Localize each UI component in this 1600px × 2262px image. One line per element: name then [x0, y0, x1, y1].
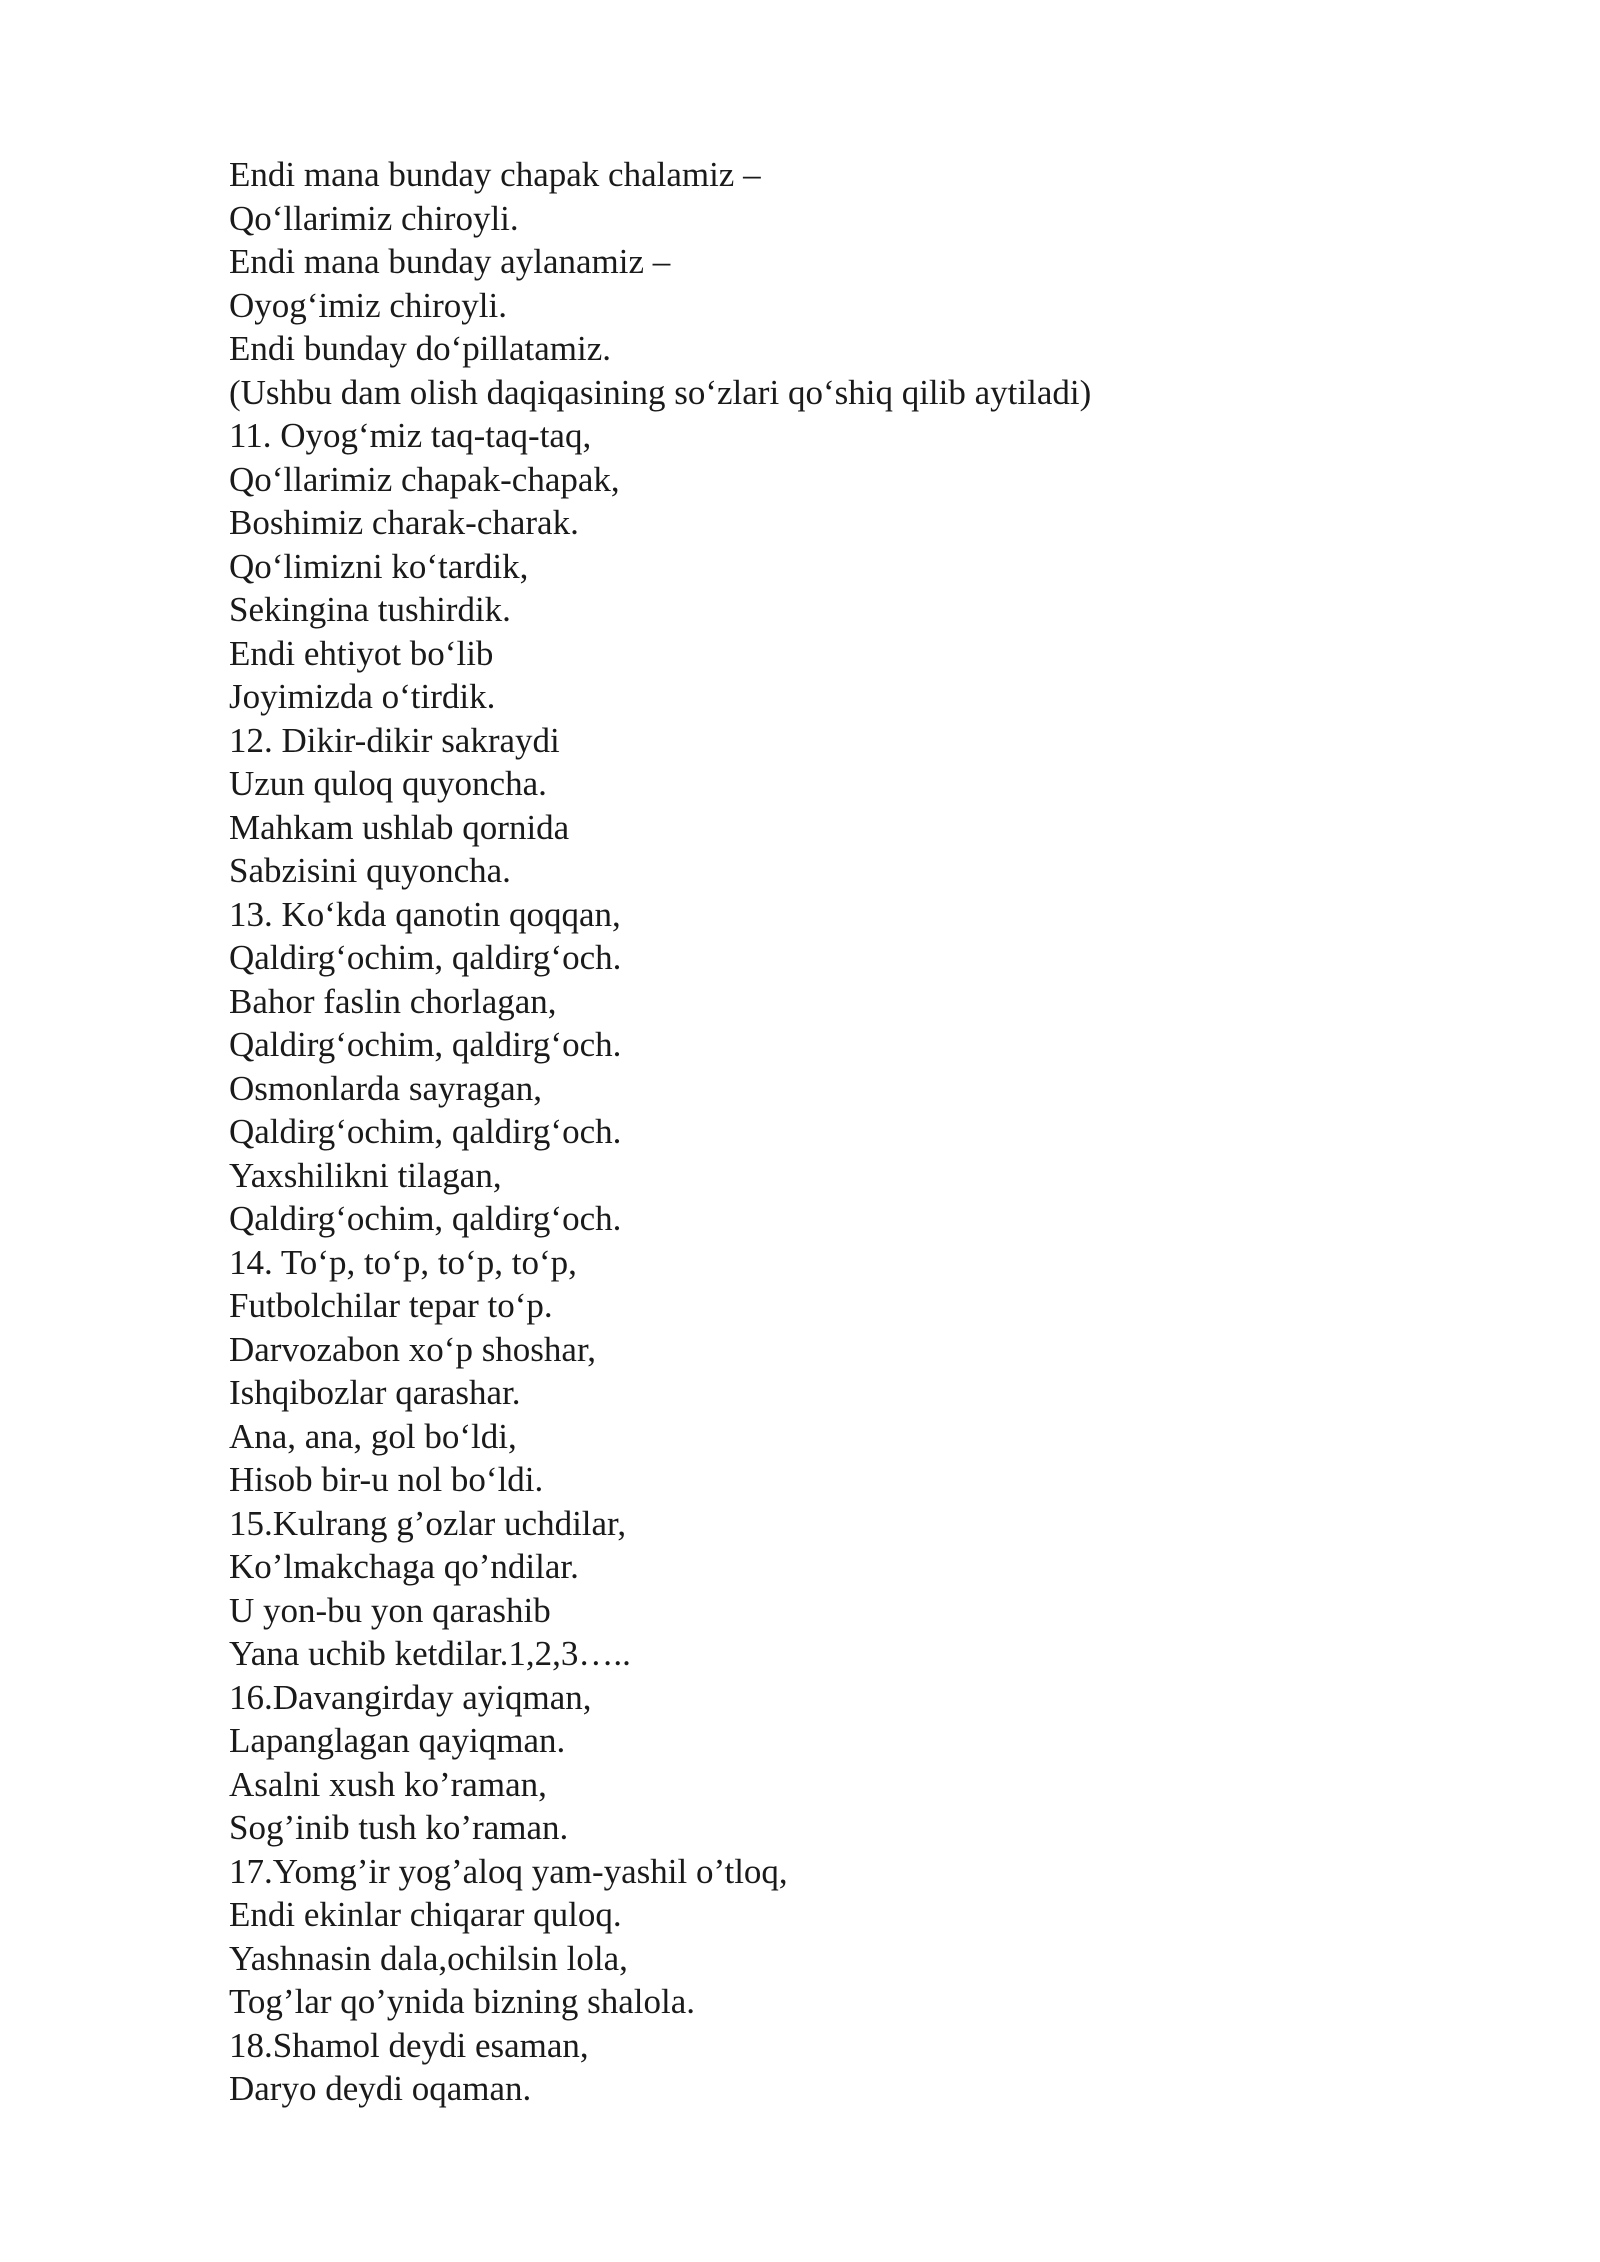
text-line: Asalni xush ko’raman,	[229, 1764, 547, 1804]
text-line: Uzun quloq quyoncha.	[229, 764, 547, 803]
text-line: Qaldirg‘ochim, qaldirg‘och.	[229, 938, 622, 977]
text-line: Bahor faslin chorlagan,	[229, 981, 557, 1021]
text-line: Yaxshilikni tilagan,	[229, 1155, 502, 1195]
text-line: Endi ehtiyot bo‘lib	[229, 633, 494, 673]
text-line: Ishqibozlar qarashar.	[229, 1373, 521, 1412]
text-line: Oyog‘imiz chiroyli.	[229, 285, 508, 325]
text-line: Sekingina tushirdik.	[229, 590, 511, 629]
text-line: Endi bunday do‘pillatamiz.	[229, 329, 611, 368]
text-line: Endi ekinlar chiqarar quloq.	[229, 1895, 622, 1934]
text-line: 14. To‘p, to‘p, to‘p, to‘p,	[229, 1242, 577, 1282]
text-line: Daryo deydi oqaman.	[229, 2069, 532, 2108]
text-line: Endi mana bunday aylanamiz –	[229, 242, 671, 281]
text-line: Qo‘llarimiz chapak-chapak,	[229, 459, 620, 499]
text-line: Ana, ana, gol bo‘ldi,	[229, 1416, 517, 1456]
text-line: 12. Dikir-dikir sakraydi	[229, 720, 560, 760]
text-line: Qaldirg‘ochim, qaldirg‘och.	[229, 1025, 622, 1064]
text-line: (Ushbu dam olish daqiqasining so‘zlari qo‘shiq qilib aytiladi)	[229, 372, 1092, 412]
text-line: Tog’lar qo’ynida bizning shalola.	[229, 1982, 696, 2021]
text-line: 13. Ko‘kda qanotin qoqqan,	[229, 894, 621, 934]
text-line: Qaldirg‘ochim, qaldirg‘och.	[229, 1199, 622, 1238]
text-line: Sabzisini quyoncha.	[229, 851, 511, 890]
text-line: Hisob bir-u nol bo‘ldi.	[229, 1460, 544, 1499]
text-line: Lapanglagan qayiqman.	[229, 1721, 566, 1760]
text-line: 16.Davangirday ayiqman,	[229, 1677, 592, 1717]
text-line: Ko’lmakchaga qo’ndilar.	[229, 1547, 579, 1586]
text-line: Darvozabon xo‘p shoshar,	[229, 1329, 596, 1369]
text-line: Yashnasin dala,ochilsin lola,	[229, 1938, 628, 1978]
text-line: Osmonlarda sayragan,	[229, 1068, 542, 1108]
poem-text-block	[229, 153, 1429, 2111]
text-line: Mahkam ushlab qornida	[229, 807, 570, 847]
text-line: Joyimizda o‘tirdik.	[229, 677, 496, 716]
text-line: 18.Shamol deydi esaman,	[229, 2025, 589, 2065]
text-line: Boshimiz charak-charak.	[229, 503, 579, 542]
text-line: 17.Yomg’ir yog’aloq yam-yashil o’tloq,	[229, 1851, 788, 1891]
text-line: Yana uchib ketdilar.1,2,3…..	[229, 1634, 631, 1673]
text-line: 11. Oyog‘miz taq-taq-taq,	[229, 416, 592, 455]
text-line: Futbolchilar tepar to‘p.	[229, 1286, 553, 1325]
text-line: 15.Kulrang g’ozlar uchdilar,	[229, 1503, 627, 1543]
text-line: U yon-bu yon qarashib	[229, 1590, 551, 1630]
text-line: Sog’inib tush ko’raman.	[229, 1808, 569, 1847]
text-line: Qo‘limizni ko‘tardik,	[229, 546, 529, 586]
text-line: Qo‘llarimiz chiroyli.	[229, 198, 519, 238]
text-line: Qaldirg‘ochim, qaldirg‘och.	[229, 1112, 622, 1151]
text-line: Endi mana bunday chapak chalamiz –	[229, 155, 761, 194]
